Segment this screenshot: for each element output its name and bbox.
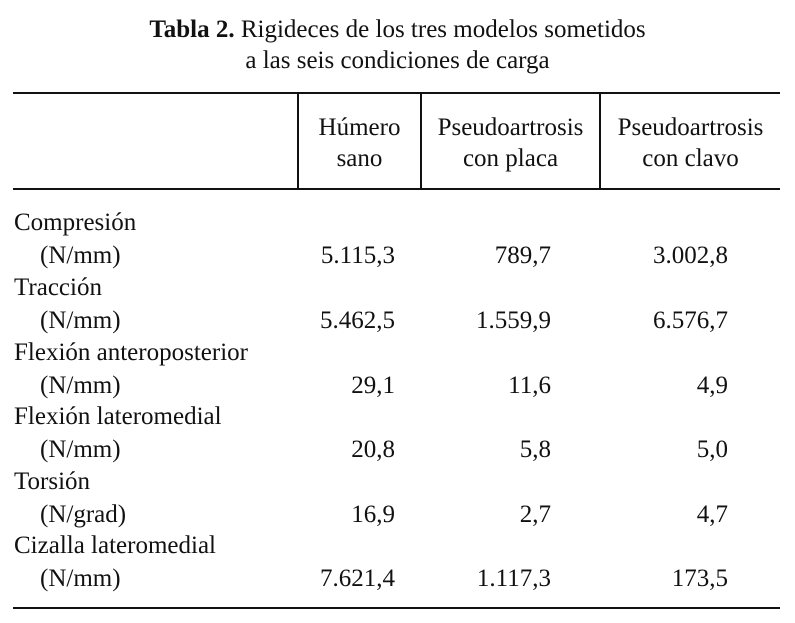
caption-line-1 <box>0 14 795 45</box>
column-header-pseudo-clavo <box>601 112 780 174</box>
table-cell: 3.002,8 <box>653 242 728 269</box>
table-cell: 789,7 <box>494 242 551 269</box>
table-caption <box>0 14 795 76</box>
row-label-flexion-ap: Flexión anteroposterior <box>14 339 248 366</box>
table-cell: 173,5 <box>671 565 728 592</box>
table-cell: 4,7 <box>696 501 728 528</box>
table-cell: 2,7 <box>519 501 551 528</box>
table-cell: 5,0 <box>696 436 728 463</box>
table-cell: 4,9 <box>696 372 728 399</box>
row-unit: (N/mm) <box>40 307 121 334</box>
row-label-compresion: Compresión <box>14 209 137 236</box>
table-cell: 7.621,4 <box>320 565 395 592</box>
row-label-flexion-lm: Flexión lateromedial <box>14 403 222 430</box>
header-rule <box>13 188 780 190</box>
row-unit: (N/mm) <box>40 242 121 269</box>
row-label-traccion: Tracción <box>14 274 102 301</box>
table-cell: 1.117,3 <box>476 565 551 592</box>
column-header-humero-sano <box>299 112 420 174</box>
table-cell: 20,8 <box>351 436 395 463</box>
table-cell: 1.559,9 <box>476 307 551 334</box>
table-cell: 5.462,5 <box>320 307 395 334</box>
bottom-rule <box>13 607 780 609</box>
column-header-line2: sano <box>336 145 383 172</box>
table-cell: 6.576,7 <box>653 307 728 334</box>
table-cell: 16,9 <box>351 501 395 528</box>
row-unit: (N/mm) <box>40 565 121 592</box>
column-header-line2: con placa <box>462 145 559 172</box>
column-header-line1: Pseudoartrosis <box>617 114 764 141</box>
row-unit: (N/mm) <box>40 436 121 463</box>
table-cell: 5,8 <box>519 436 551 463</box>
row-unit: (N/grad) <box>40 501 127 528</box>
row-label-torsion: Torsión <box>14 468 91 495</box>
column-header-pseudo-placa <box>422 112 599 174</box>
column-header-line2: con clavo <box>642 145 739 172</box>
column-header-line1: Húmero <box>318 114 401 141</box>
column-header-line1: Pseudoartrosis <box>437 114 584 141</box>
row-unit: (N/mm) <box>40 372 121 399</box>
caption-title-line2: a las seis condiciones de carga <box>245 47 550 74</box>
row-label-cizalla: Cizalla lateromedial <box>14 532 216 559</box>
caption-title-line1: Rigideces de los tres modelos sometidos <box>240 16 646 43</box>
table-cell: 5.115,3 <box>320 242 395 269</box>
table-cell: 29,1 <box>351 372 395 399</box>
caption-label: Tabla 2. <box>149 16 235 43</box>
table-cell: 11,6 <box>508 372 551 399</box>
top-rule <box>13 92 780 94</box>
